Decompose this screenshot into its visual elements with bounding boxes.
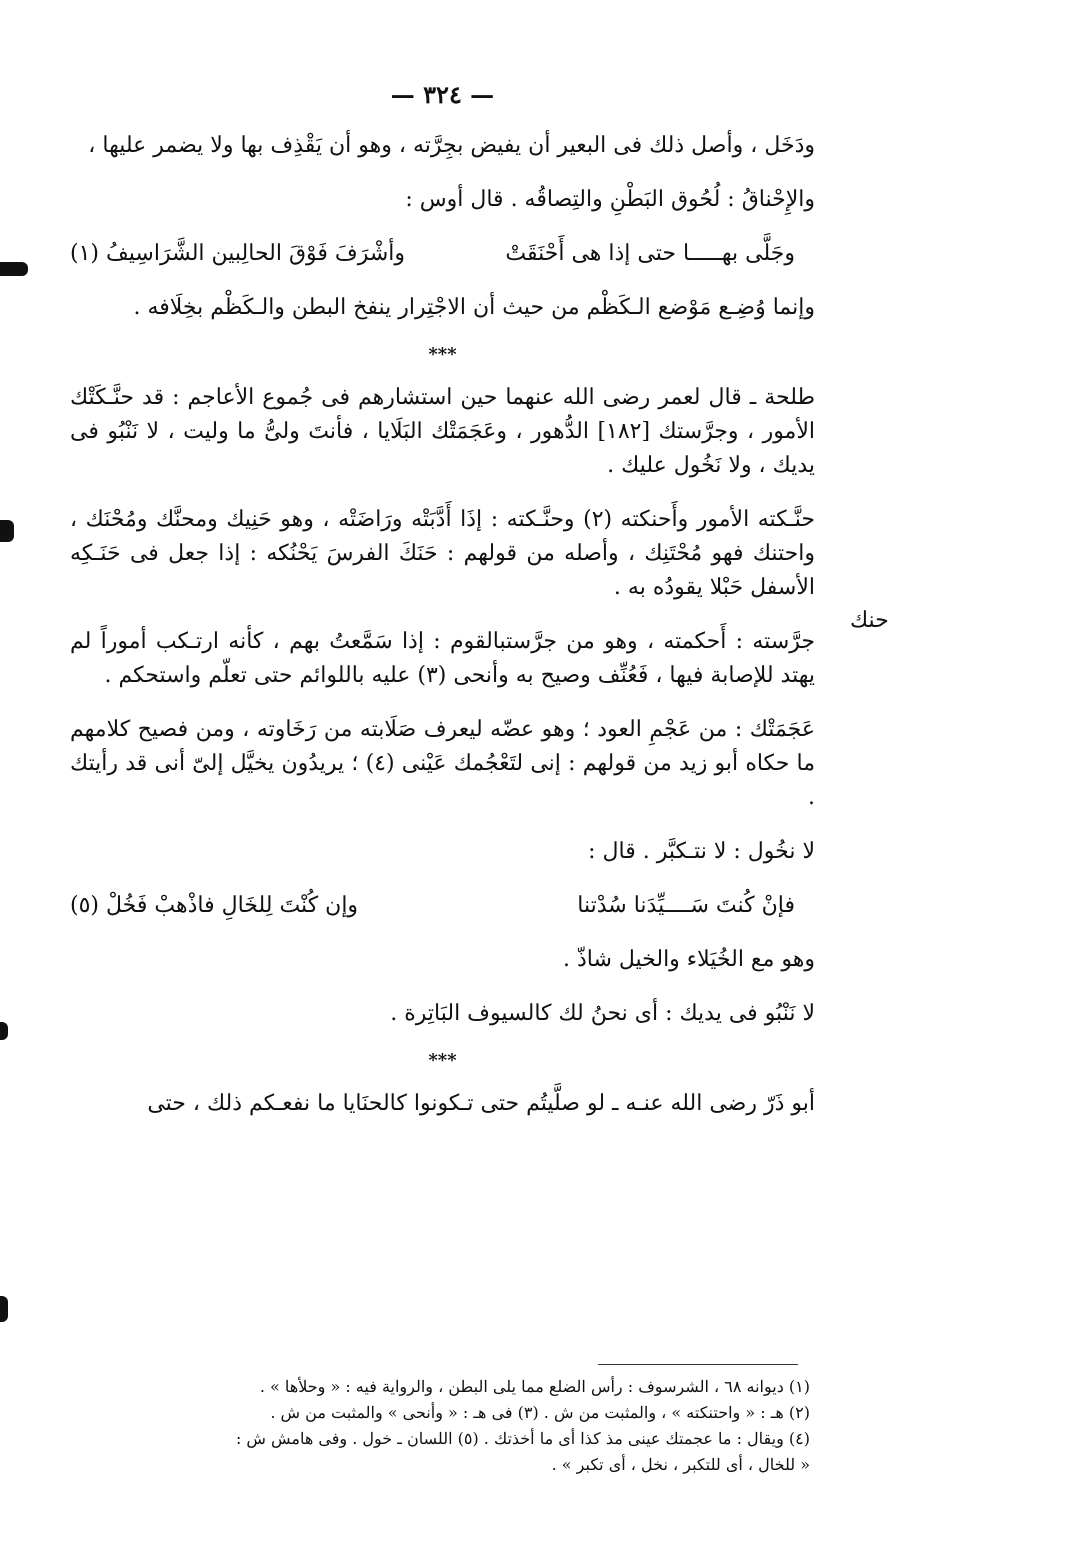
verse-hemistich-second: وأشْرَفَ فَوْقَ الحالِبين الشَّرَاسِيفُ (١) bbox=[70, 241, 406, 266]
scan-edge-mark bbox=[0, 1022, 8, 1040]
paragraph: حنَّـكته الأمور وأَحنكته (٢) وحنَّـكته : إذَا أَدَّبَتْه ورَاضَتْه ، وهو حَنِيك ومحنَّك ومُحْنَك ، واحتنك فهو مُحْتَنِك ، وأصله من قولهم : حَنَكَ الفرسَ يَحْنُكه : إذا جعل فى حَنَـكِه الأسفل حَبْلا يقودُه به . bbox=[70, 507, 816, 600]
paragraph: لا نَنْبُو فى يديك : أى نحنُ لك كالسيوف البَاتِرة . bbox=[390, 1001, 815, 1026]
footnote-line: (٢) هـ : « واحتنكته » ، والمثبت من ش . (٣) فى هـ : « وأنحى » والمثبت من ش . bbox=[270, 1403, 810, 1422]
verse-hemistich-first: وجَلَّى بهـــــا حتى إذا هى أَحْنَقَتْ bbox=[505, 241, 795, 266]
page-body bbox=[70, 80, 815, 1141]
verse-line bbox=[70, 237, 815, 271]
scan-edge-mark bbox=[0, 520, 14, 542]
page-number: — ٣٢٤ — bbox=[390, 80, 495, 109]
paragraph: جرَّسته : أَحكمته ، وهو من جرَّستبالقوم : إذا سَمَّعتُ بهم ، كأنه ارتـكب أموراً لم يهتد للإصابة فيها ، فَعُنِّف وصيح به وأنحى (٣) عليه باللوائم حتى تعلّم واستحكم . bbox=[70, 629, 815, 688]
footnote-rule bbox=[598, 1364, 798, 1365]
paragraph: عَجَمَتْك : من عَجْمِ العود ؛ وهو عضّه ليعرف صَلَابته من رَخَاوته ، ومن فصيح كلامهم ما حكاه أبو زيد من قولهم : إنى لتَعْجُمك عَيْنى (٤) ؛ يريدُون يخيَّل إلىّ أنى قد رأيتك . bbox=[70, 717, 815, 810]
paragraph: أبو ذَرّ رضى الله عنـه ـ لو صلَّيتُم حتى تـكونوا كالحنَايا ما نفعـكم ذلك ، حتى bbox=[147, 1091, 815, 1116]
paragraph: وإنما وُضِـع مَوْضع الـكَظْم من حيث أن الاجْتِرار ينفخ البطن والـكَظْم بخِلَافه . bbox=[133, 295, 815, 320]
verse-hemistich-first: فإنْ كُنتَ سَــــيِّدَنا سُدْتنا bbox=[577, 893, 795, 918]
paragraph: ودَخَل ، وأصل ذلك فى البعير أن يفيض بجِرَّته ، وهو أن يَقْذِف بها ولا يضمر عليها ، bbox=[88, 133, 815, 158]
scan-edge-mark bbox=[0, 1296, 8, 1322]
margin-headword: حنك bbox=[850, 608, 889, 633]
footnotes bbox=[70, 1374, 810, 1478]
footnote-line: (١) ديوانه ٦٨ ، الشرسوف : رأس الضلع مما يلى البطن ، والرواية فيه : « وحلأها » . bbox=[259, 1377, 810, 1396]
section-divider: *** bbox=[428, 1050, 457, 1071]
paragraph: وهو مع الخُيَلاء والخيل شاذّ . bbox=[562, 947, 815, 972]
text-blocks bbox=[70, 129, 815, 1121]
verse-line bbox=[70, 889, 815, 923]
verse-hemistich-second: وإن كُنْتَ لِلخَالِ فاذْهبْ فَخُلْ (٥) bbox=[70, 893, 359, 918]
paragraph: لا نخُول : لا نتـكبَّر . قال : bbox=[588, 839, 815, 864]
section-divider: *** bbox=[428, 344, 457, 365]
paragraph: طلحة ـ قال لعمر رضى الله عنهما حين استشارهم فى جُموع الأعاجم : قد حنَّـكَتْك الأمور ، وجرَّستك [١٨٢] الدُّهور ، وعَجَمَتْك البَلَايا ، فأنتَ ولىُّ ما وليت ، لا نَنْبُو فى يديك ، ولا نَخُول عليك . bbox=[70, 385, 816, 478]
scan-edge-mark bbox=[0, 262, 28, 276]
paragraph: والإِحْناقُ : لُحُوق البَطْنِ والتِصاقُه . قال أوس : bbox=[405, 187, 815, 212]
footnote-line: (٤) ويقال : ما عجمتك عينى مذ كذا أى ما أخذتك . (٥) اللسان ـ خول . وفى هامش ش : bbox=[235, 1429, 810, 1448]
footnote-line: « للخال ، أى للتكبر ، نخل ، أى تكبر » . bbox=[551, 1455, 810, 1474]
